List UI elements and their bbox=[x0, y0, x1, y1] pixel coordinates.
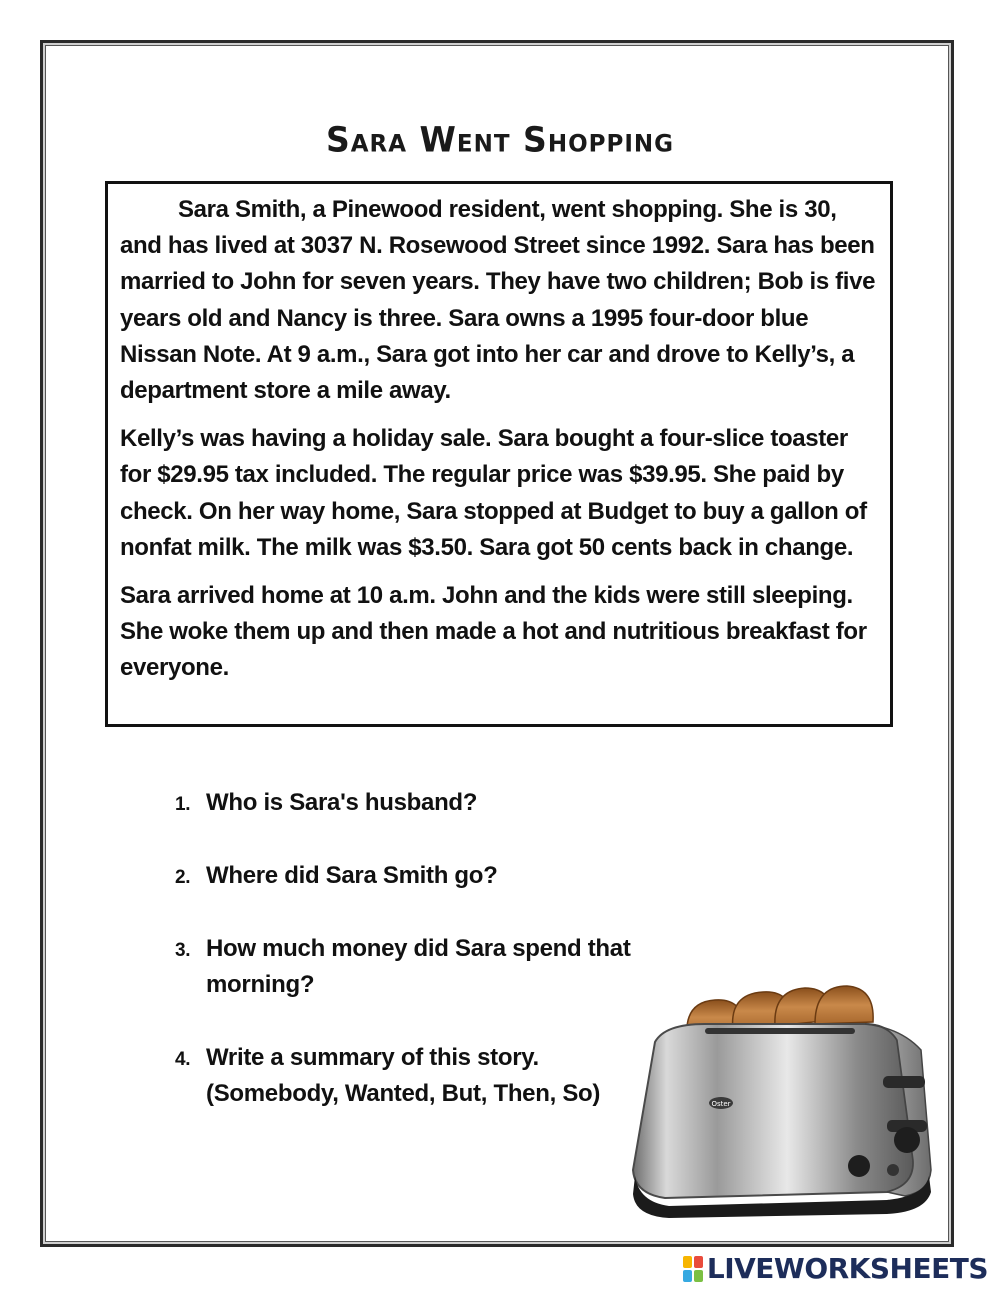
question-item bbox=[175, 1040, 635, 1112]
page-title: Sara Went Shopping bbox=[325, 119, 675, 160]
question-number: 4. bbox=[175, 1049, 191, 1070]
question-item bbox=[175, 931, 635, 1003]
question-item bbox=[175, 785, 635, 821]
story-box bbox=[105, 181, 893, 727]
question-list bbox=[175, 785, 635, 1149]
liveworksheets-icon bbox=[683, 1256, 703, 1282]
question-text: Where did Sara Smith go? bbox=[206, 862, 498, 889]
liveworksheets-logo[interactable] bbox=[683, 1252, 988, 1285]
question-number: 2. bbox=[175, 867, 191, 888]
story-paragraph-2: Kelly’s was having a holiday sale. Sara bought a four-slice toaster for $29.95 tax included. The regular price was $39.95. She paid by check. On her way home, Sara stopped at Budget to buy a gallon of nonfat milk. The milk was $3.50. Sara got 50 cents back in change. bbox=[120, 425, 867, 561]
question-text: Who is Sara's husband? bbox=[206, 789, 478, 816]
question-subtext: (Somebody, Wanted, But, Then, So) bbox=[206, 1080, 601, 1107]
question-number: 3. bbox=[175, 940, 191, 961]
question-text: How much money did Sara spend that morning? bbox=[206, 935, 631, 998]
toaster-brand-label: Oster bbox=[711, 1100, 731, 1108]
story-paragraph-3: Sara arrived home at 10 a.m. John and the kids were still sleeping. She woke them up and then made a hot and nutritious breakfast for everyone. bbox=[120, 582, 867, 682]
question-number: 1. bbox=[175, 794, 191, 815]
toaster-image bbox=[625, 980, 935, 1220]
brand-name: LIVEWORKSHEETS bbox=[706, 1252, 988, 1285]
story-paragraph-1: Sara Smith, a Pinewood resident, went shopping. She is 30, and has lived at 3037 N. Rosewood Street since 1992. Sara has been married to John for seven years. They have two children; Bob is five years old and Nancy is three. Sara owns a 1995 four-door blue Nissan Note. At 9 a.m., Sara got into her car and drove to Kelly’s, a department store a mile away. bbox=[120, 196, 876, 405]
question-item bbox=[175, 858, 635, 894]
question-text: Write a summary of this story. bbox=[206, 1044, 539, 1071]
